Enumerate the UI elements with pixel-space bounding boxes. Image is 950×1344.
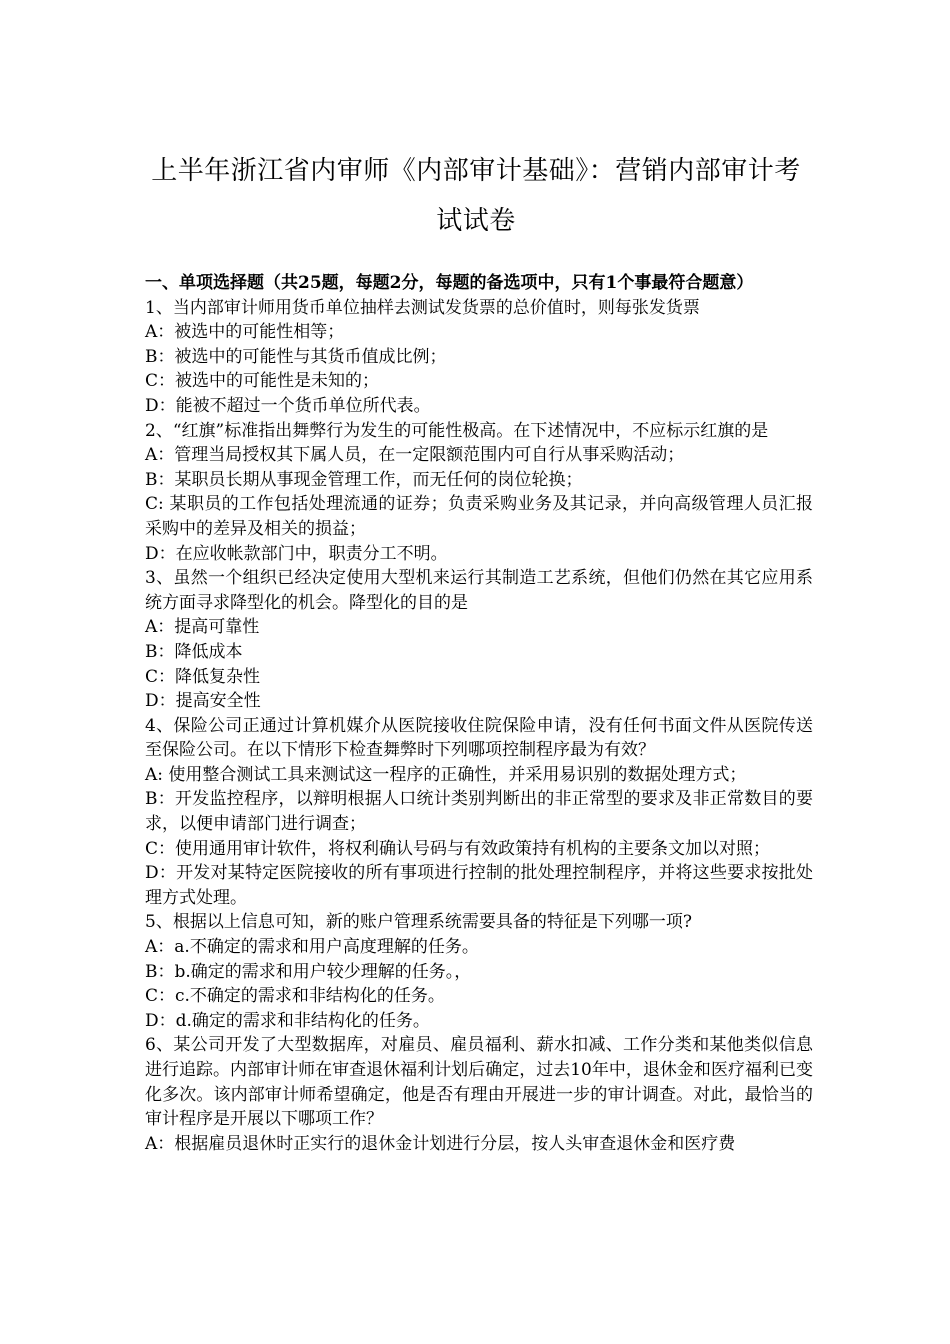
question-1-option-c: C：被选中的可能性是未知的； [145,371,380,392]
question-2-option-c: C: 某职员的工作包括处理流通的证券；负责采购业务及其记录，并向高级管理人员汇报采购中的差异及相关的损益； [145,494,813,539]
question-4-option-d: D：开发对某特定医院接收的所有事项进行控制的批处理控制程序，并将这些要求按批处理方式处理。 [145,863,813,908]
question-6-option-a: A：根据雇员退休时正实行的退休金计划进行分层，按人头审查退休金和医疗费 [145,1133,736,1154]
exam-content [145,271,813,1156]
question-2-option-a: A：管理当局授权其下属人员，在一定限额范围内可自行从事采购活动； [145,445,685,466]
page-title: 上半年浙江省内审师《内部审计基础》：营销内部审计考试试卷 [151,156,801,236]
question-3-option-c: C：降低复杂性 [145,666,261,687]
question-5-option-c: C：c.不确定的需求和非结构化的任务。 [145,986,445,1007]
section-heading: 一、单项选择题（共25题，每题2分，每题的备选项中，只有1个事最符合题意） [145,273,754,293]
question-5-option-b: B：b.确定的需求和用户较少理解的任务。， [145,961,472,982]
question-1-option-b: B：被选中的可能性与其货币值成比例； [145,346,447,367]
question-stem-6: 6、某公司开发了大型数据库，对雇员、雇员福利、薪水扣减、工作分类和某他类似信息进行追踪。内部审计师在审查退休福利计划后确定，过去10年中，退休金和医疗福利已变化多次。该内部审计师希望确定，他是否有理由开展进一步的审计调查。对此，最恰当的审计程序是开展以下哪项工作？ [145,1035,813,1130]
question-3-option-b: B：降低成本 [145,641,243,662]
question-4-option-c: C：使用通用审计软件，将权利确认号码与有效政策持有机构的主要条文加以对照； [145,838,771,859]
question-1-option-d: D：能被不超过一个货币单位所代表。 [145,395,431,416]
question-2-option-d: D：在应收帐款部门中，职责分工不明。 [145,543,448,564]
question-3-option-a: A：提高可靠性 [145,617,260,638]
question-2-option-b: B：某职员长期从事现金管理工作，而无任何的岗位轮换； [145,469,583,490]
question-4-option-b: B：开发监控程序，以辩明根据人口统计类别判断出的非正常型的要求及非正常数目的要求，以便申请部门进行调查； [145,789,813,835]
question-stem-2: 2、“红旗”标准指出舞弊行为发生的可能性极高。在下述情况中，不应标示红旗的是 [145,420,769,441]
question-stem-4: 4、保险公司正通过计算机媒介从医院接收住院保险申请，没有任何书面文件从医院传送至保险公司。在以下情形下检查舞弊时下列哪项控制程序最为有效？ [145,715,813,761]
question-stem-5: 5、根据以上信息可知，新的账户管理系统需要具备的特征是下列哪一项? [145,912,692,933]
question-5-option-d: D：d.确定的需求和非结构化的任务。 [145,1010,430,1031]
question-1-option-a: A：被选中的可能性相等； [145,322,345,343]
question-stem-1: 1、当内部审计师用货币单位抽样去测试发货票的总价值时，则每张发货票 [145,297,700,318]
question-4-option-a: A: 使用整合测试工具来测试这一程序的正确性，并采用易识别的数据处理方式； [145,764,747,785]
question-3-option-d: D：提高安全性 [145,691,261,712]
question-stem-3: 3、虽然一个组织已经决定使用大型机来运行其制造工艺系统，但他们仍然在其它应用系统方面寻求降型化的机会。降型化的目的是 [145,568,813,613]
question-5-option-a: A：a.不确定的需求和用户高度理解的任务。 [145,937,479,958]
